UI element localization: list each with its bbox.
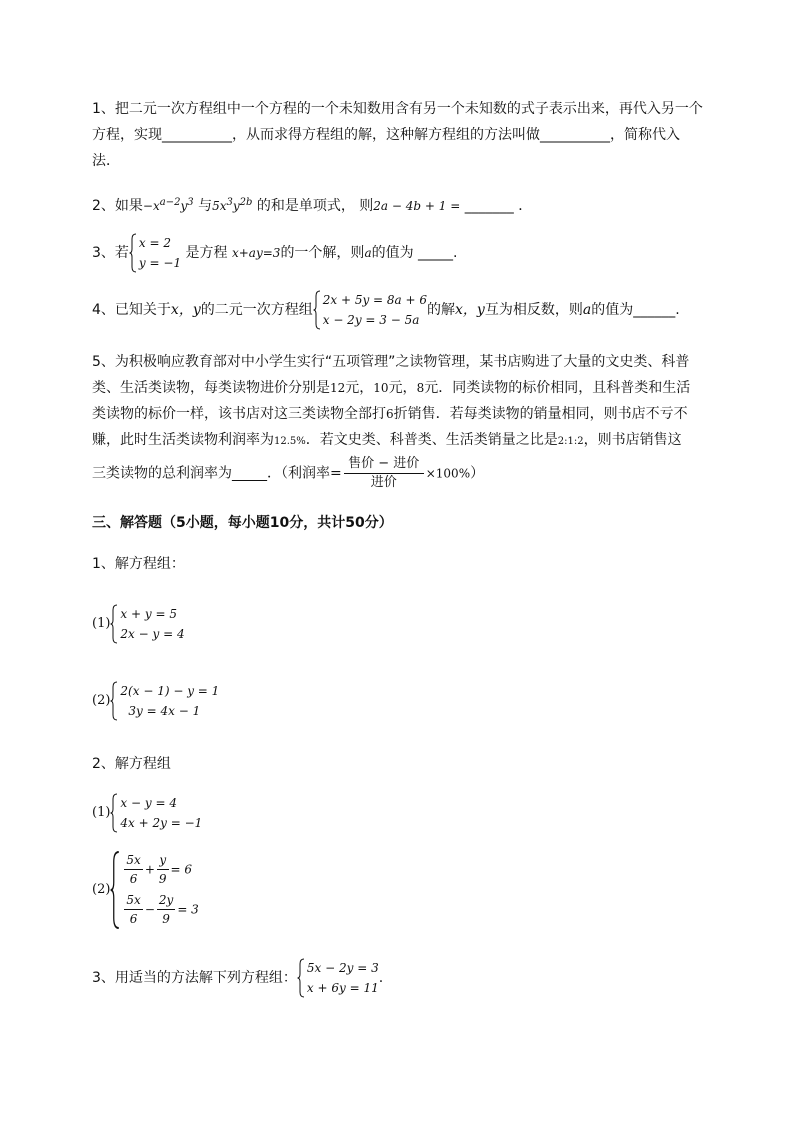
q5-unit-1: 元， xyxy=(345,380,374,396)
q4-prefix: 4、已知关于 xyxy=(92,302,171,318)
q3-system xyxy=(129,233,181,273)
s1-p2-row-1: 2(x − 1) − y = 1 xyxy=(120,684,220,698)
s1-p2-label: (2) xyxy=(92,693,111,708)
left-brace-icon xyxy=(110,850,120,930)
s2-p1-row-2: 4x + 2y = −1 xyxy=(120,816,203,830)
question-3 xyxy=(92,233,742,273)
s2-title: 2、解方程组 xyxy=(92,756,171,772)
q4-suffix-1: 的解 xyxy=(427,302,456,318)
question-2 xyxy=(92,190,742,219)
q5-line-1: 5、为积极响应教育部对中小学生实行“五项管理”之读物管理，某书店购进了大量的文史类、科普 xyxy=(92,354,690,370)
s2-p2-row-2: $\frac{5x}{6}$ − $\frac{2y}{9}$ = 3 xyxy=(126,893,199,926)
q3-middle: 是方程 xyxy=(185,245,228,261)
q4-vars-2: x，y xyxy=(455,302,485,318)
q4-row-1: 2x + 5y = 8a + 6 xyxy=(322,293,428,307)
fraction-denominator: 进价 xyxy=(370,475,397,490)
q5-price-3: 8 xyxy=(416,381,425,395)
question-1 xyxy=(92,96,742,174)
q3-prefix: 3、若 xyxy=(92,245,129,261)
q5-unit-2: 元， xyxy=(388,380,417,396)
q4-mid: 的二元一次方程组 xyxy=(200,302,313,318)
q2-suffix: 的和是单项式， 则 xyxy=(256,198,374,214)
q2-prefix: 2、如果 xyxy=(92,198,143,214)
section-heading: 三、解答题（5小题，每小题10分，共计50分） xyxy=(92,515,393,531)
q3-row-2: y = −1 xyxy=(138,256,182,270)
q1-blank-1[interactable]: __________ xyxy=(162,127,232,143)
q2-end: ． xyxy=(518,198,533,214)
q3-blank[interactable]: _____ xyxy=(418,245,454,261)
q1-line2c: ，简称代入 xyxy=(610,127,680,143)
question-5 xyxy=(92,349,742,492)
s1-p2-row-2: 3y = 4x − 1 xyxy=(128,704,201,718)
s1-p1-row-2: 2x − y = 4 xyxy=(120,627,185,641)
q5-line-5a: 三类读物的总利润率为 xyxy=(92,465,232,482)
q4-var: a xyxy=(582,302,592,318)
question-4 xyxy=(92,290,742,330)
q3-end: . xyxy=(453,245,458,261)
q1-line1: 1、把二元一次方程组中一个方程的一个未知数用含有另一个未知数的式子表示出来，再代入另一个 xyxy=(92,101,703,117)
q5-close-paren: ） xyxy=(470,465,485,482)
q2-blank[interactable]: _______ xyxy=(464,198,514,214)
s1-p2-system xyxy=(110,681,219,721)
s3-row-2: x + 6y = 11 xyxy=(306,981,379,995)
s3-prefix: 3、用适当的方法解下列方程组： xyxy=(92,970,297,986)
s2-p1-row-1: x − y = 4 xyxy=(120,796,177,810)
s1-p1-row-1: x + y = 5 xyxy=(120,607,177,621)
s2-p2-row-1: $\frac{5x}{6}$ + $\frac{y}{9}$ = 6 xyxy=(126,853,193,886)
q3-suffix-2: 的值为 xyxy=(371,245,414,261)
fraction: $\frac{2y}{9}$ xyxy=(158,893,174,926)
s2-p2-label: (2) xyxy=(92,882,111,897)
s2-p1-system xyxy=(110,793,202,833)
q4-suffix-2: 互为相反数，则 xyxy=(484,302,583,318)
fraction: $\frac{y}{9}$ xyxy=(158,853,167,886)
q3-equation: x+ay=3 xyxy=(231,246,281,260)
s3 xyxy=(92,958,742,998)
left-brace-icon xyxy=(129,233,137,273)
s1-part-2 xyxy=(92,681,742,721)
q5-line-4b: ．若文史类、科普类、生活类销量之比是 xyxy=(305,432,558,448)
q5-line-5b: ．（利润率= xyxy=(267,465,342,482)
q5-price-1: 12 xyxy=(330,381,346,395)
q5-line-2b: 元．同类读物的标价相同，且科普类和生活 xyxy=(424,380,691,396)
s3-system xyxy=(297,958,379,998)
left-brace-icon xyxy=(110,681,118,721)
s3-row-1: 5x − 2y = 3 xyxy=(306,961,379,975)
q1-line2a: 方程，实现 xyxy=(92,127,162,143)
s2-p1-label: (1) xyxy=(92,805,111,820)
q5-discount: 6 xyxy=(386,407,394,421)
left-brace-icon xyxy=(110,793,118,833)
left-brace-icon xyxy=(297,958,305,998)
q4-suffix-3: 的值为 xyxy=(591,302,634,318)
q2-mid: 与 xyxy=(198,198,213,214)
s1-part-1 xyxy=(92,604,742,644)
left-brace-icon xyxy=(110,604,118,644)
q2-term1: $-x^{a-2}y^3$ xyxy=(142,197,194,213)
q5-line-3a: 类读物的标价一样，该书店对这三类读物全部打 xyxy=(92,406,386,422)
q4-blank[interactable]: ______ xyxy=(633,302,676,318)
q2-expression: 2a − 4b + 1 = xyxy=(373,199,461,213)
left-brace-icon xyxy=(313,290,321,330)
s1-title: 1、解方程组： xyxy=(92,556,185,572)
q5-line-3b: 折销售．若每类读物的销量相同，则书店不亏不 xyxy=(393,406,688,422)
s2-p2-system xyxy=(110,850,198,930)
s3-end: . xyxy=(378,970,384,986)
fraction-numerator: 售价 − 进价 xyxy=(344,455,424,474)
q5-line-4c: ，则书店销售这 xyxy=(583,432,682,448)
s1-p1-system xyxy=(110,604,184,644)
q1-blank-2[interactable]: __________ xyxy=(540,127,610,143)
q1-line2b: ，从而求得方程组的解，这种解方程组的方法叫做 xyxy=(232,127,540,143)
q2-term2: $5x^3y^{2b}$ xyxy=(212,197,253,213)
q5-ratio: 2:1:2 xyxy=(557,436,584,447)
q4-vars: x，y xyxy=(170,302,201,318)
q5-line-4a: 赚，此时生活类读物利润率为 xyxy=(92,432,274,448)
q5-rate: 12.5% xyxy=(274,436,306,447)
q5-line-2a: 类、生活类读物，每类读物进价分别是 xyxy=(92,380,330,396)
q4-system xyxy=(313,290,427,330)
fraction: $\frac{5x}{6}$ xyxy=(126,893,141,926)
s1-p1-label: (1) xyxy=(92,616,111,631)
q5-price-2: 10 xyxy=(373,381,389,395)
s2-part-2 xyxy=(92,850,742,930)
q4-end: . xyxy=(675,302,680,318)
q3-suffix-1: 的一个解，则 xyxy=(280,245,365,261)
fraction: $\frac{5x}{6}$ xyxy=(126,853,141,886)
q5-blank[interactable]: _____ xyxy=(232,465,267,482)
q5-percent: ×100% xyxy=(425,466,471,481)
profit-rate-fraction xyxy=(344,455,424,492)
q1-line3: 法． xyxy=(92,153,120,169)
q4-row-2: x − 2y = 3 − 5a xyxy=(322,313,420,327)
s2-part-1 xyxy=(92,793,742,833)
q3-row-1: x = 2 xyxy=(138,236,172,250)
q3-var: a xyxy=(364,246,372,260)
